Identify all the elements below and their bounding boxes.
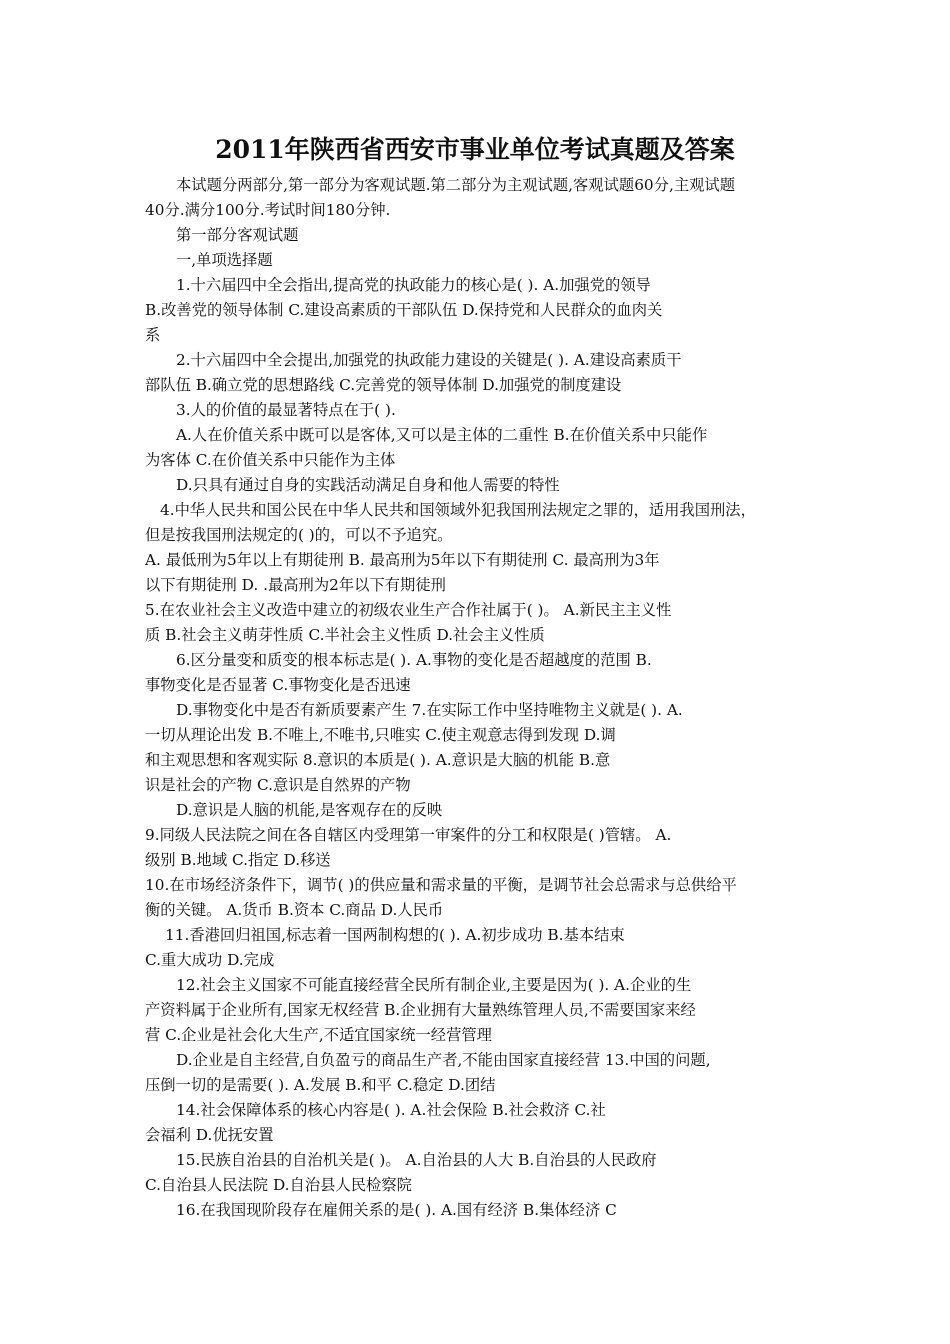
text-line: D.事物变化中是否有新质要素产生 7.在实际工作中坚持唯物主义就是( ). A. [176,701,683,719]
text-line: 9.同级人民法院之间在各自辖区内受理第一审案件的分工和权限是( )管辖。 A. [145,826,672,844]
text-line: 12.社会主义国家不可能直接经营全民所有制企业,主要是因为( ). A.企业的生 [176,976,692,994]
text-line: 以下有期徒刑 D. .最高刑为2年以下有期徒刑 [145,576,446,594]
text-line: 10.在市场经济条件下，调节( )的供应量和需求量的平衡，是调节社会总需求与总供给平 [145,876,737,894]
text-line: 11.香港回归祖国,标志着一国两制构想的( ). A.初步成功 B.基本结束 [165,926,625,944]
text-line: D.企业是自主经营,自负盈亏的商品生产者,不能由国家直接经营 13.中国的问题, [176,1051,711,1069]
text-line: 一切从理论出发 B.不唯上,不唯书,只唯实 C.使主观意志得到发现 D.调 [145,726,616,744]
text-line: 为客体 C.在价值关系中只能作为主体 [145,451,396,469]
text-line: 40分.满分100分.考试时间180分钟. [145,201,391,219]
text-line: 第一部分客观试题 [176,226,299,244]
text-line: A. 最低刑为5年以上有期徒刑 B. 最高刑为5年以下有期徒刑 C. 最高刑为3年 [145,551,660,569]
text-line: 16.在我国现阶段存在雇佣关系的是( ). A.国有经济 B.集体经济 C [176,1201,617,1219]
text-line: 压倒一切的是需要( ). A.发展 B.和平 C.稳定 D.团结 [145,1076,496,1094]
text-line: 本试题分两部分,第一部分为客观试题.第二部分为主观试题,客观试题60分,主观试题 [176,176,736,194]
text-line: 14.社会保障体系的核心内容是( ). A.社会保险 B.社会救济 C.社 [176,1101,606,1119]
text-line: D.意识是人脑的机能,是客观存在的反映 [176,801,443,819]
text-line: 会福利 D.优抚安置 [145,1126,274,1144]
text-line: C.重大成功 D.完成 [145,951,275,969]
text-line: 2.十六届四中全会提出,加强党的执政能力建设的关键是( ). A.建设高素质干 [176,351,682,369]
text-line: 15.民族自治县的自治机关是( )。 A.自治县的人大 B.自治县的人民政府 [176,1151,657,1169]
text-line: A.人在价值关系中既可以是客体,又可以是主体的二重性 B.在价值关系中只能作 [176,426,708,444]
text-line: 4.中华人民共和国公民在中华人民共和国领域外犯我国刑法规定之罪的，适用我国刑法， [160,501,756,519]
text-line: C.自治县人民法院 D.自治县人民检察院 [145,1176,412,1194]
text-line: 5.在农业社会主义改造中建立的初级农业生产合作社属于( )。 A.新民主主义性 [145,601,672,619]
text-line: 衡的关键。 A.货币 B.资本 C.商品 D.人民币 [145,901,444,919]
text-line: 6.区分量变和质变的根本标志是( ). A.事物的变化是否超越度的范围 B. [176,651,652,669]
text-line: D.只具有通过自身的实践活动满足自身和他人需要的特性 [176,476,560,494]
text-line: 但是按我国刑法规定的( )的，可以不予追究。 [145,526,453,544]
text-line: B.改善党的领导体制 C.建设高素质的干部队伍 D.保持党和人民群众的血肉关 [145,301,663,319]
text-line: 质 B.社会主义萌芽性质 C.半社会主义性质 D.社会主义性质 [145,626,545,644]
text-line: 识是社会的产物 C.意识是自然界的产物 [145,776,411,794]
text-line: 系 [145,326,161,344]
document-body [145,173,815,1223]
text-line: 和主观思想和客观实际 8.意识的本质是( ). A.意识是大脑的机能 B.意 [145,751,611,769]
text-line: 3.人的价值的最显著特点在于( ). [176,401,396,419]
text-line: 营 C.企业是社会化大生产,不适宜国家统一经营管理 [145,1026,492,1044]
text-line: 一,单项选择题 [176,251,273,269]
text-line: 事物变化是否显著 C.事物变化是否迅速 [145,676,411,694]
page-title: 2011年陕西省西安市事业单位考试真题及答案 [215,135,735,164]
text-line: 1.十六届四中全会指出,提高党的执政能力的核心是( ). A.加强党的领导 [176,276,651,294]
text-line: 产资料属于企业所有,国家无权经营 B.企业拥有大量熟练管理人员,不需要国家来经 [145,1001,696,1019]
text-line: 级别 B.地域 C.指定 D.移送 [145,851,331,869]
text-line: 部队伍 B.确立党的思想路线 C.完善党的领导体制 D.加强党的制度建设 [145,376,622,394]
